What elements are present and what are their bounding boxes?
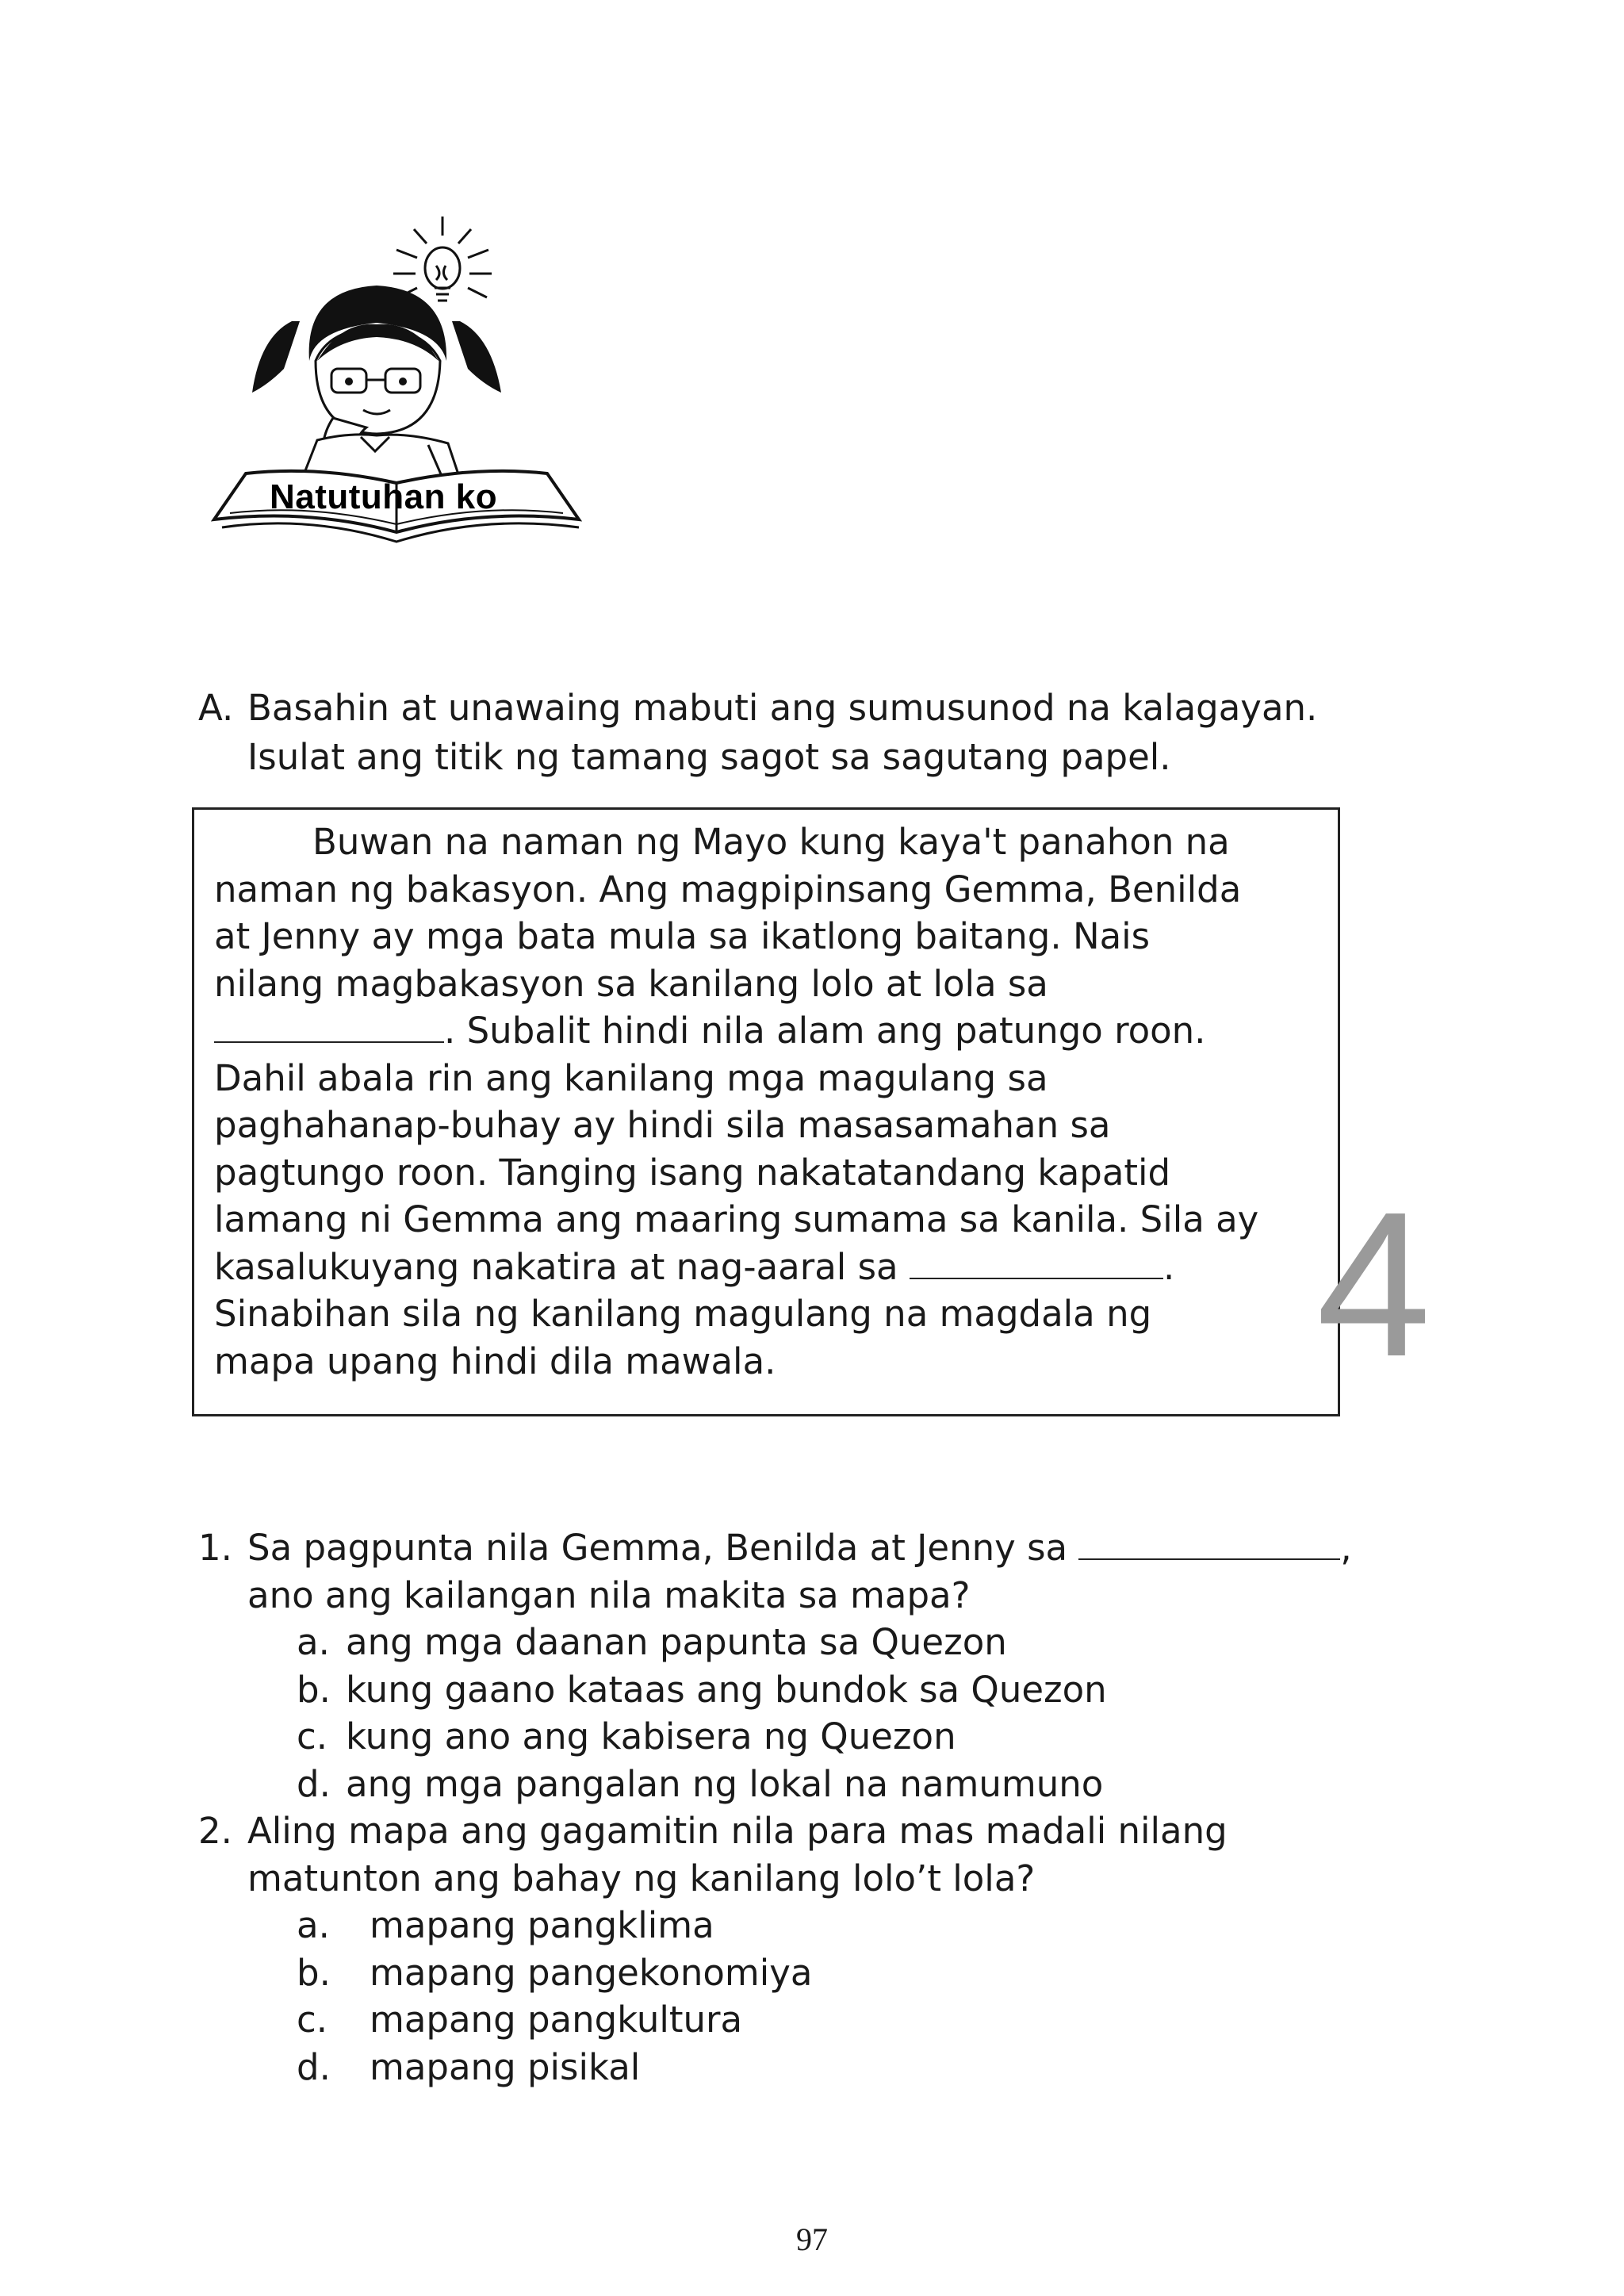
story-line [214, 1244, 1332, 1291]
option-text: mapang pangklima [370, 1904, 714, 1946]
option-letter: b. [297, 1668, 331, 1711]
option-item[interactable] [297, 1902, 1352, 1949]
question-text-line-2: ano ang kailangan nila makita sa mapa? [247, 1573, 971, 1616]
option-text: ang mga pangalan ng lokal na namumuno [346, 1762, 1104, 1805]
light-bulb-icon [393, 217, 492, 301]
story-line: lamang ni Gemma ang maaring sumama sa kanila. Sila ay [214, 1198, 1259, 1240]
option-letter: d. [297, 1762, 331, 1805]
question-text-part: , [1340, 1527, 1352, 1569]
story-line [214, 1007, 1332, 1055]
instruction-line-2: Isulat ang titik ng tamang sagot sa sagutang papel. [247, 736, 1171, 778]
option-text: mapang pangekonomiya [370, 1951, 813, 1994]
story-line: Buwan na naman ng Mayo kung kaya't panahon na [312, 821, 1230, 863]
story-line: pagtungo roon. Tanging isang nakatatandang kapatid [214, 1151, 1171, 1194]
question-text-part: Sa pagpunta nila Gemma, Benilda at Jenny sa [247, 1527, 1079, 1569]
story-line: naman ng bakasyon. Ang magpipinsang Gemma, Benilda [214, 868, 1242, 910]
story-line: nilang magbakasyon sa kanilang lolo at lola sa [214, 962, 1048, 1005]
questions [198, 1524, 1352, 2091]
story-line: Dahil abala rin ang kanilang mga magulang sa [214, 1056, 1048, 1099]
instruction [198, 684, 1317, 782]
question-text: Aling mapa ang gagamitin nila para mas madali nilang [247, 1810, 1228, 1852]
question-text-line-2: matunton ang bahay ng kanilang lolo’t lola? [247, 1857, 1036, 1899]
story-line-text: kasalukuyang nakatira at nag-aaral sa [214, 1245, 910, 1288]
fill-in-blank[interactable] [1078, 1525, 1340, 1560]
option-letter: d. [297, 2045, 331, 2088]
question-text [247, 1524, 1352, 1572]
option-letter: a. [297, 1904, 330, 1946]
option-item[interactable] [297, 1996, 1352, 2044]
question-number: 1. [198, 1527, 232, 1569]
option-text: kung ano ang kabisera ng Quezon [346, 1715, 956, 1757]
instruction-line-1: Basahin at unawaing mabuti ang sumusunod na kalagayan. [247, 687, 1318, 729]
page-number: 97 [796, 2221, 828, 2257]
question-number: 2. [198, 1810, 232, 1852]
story-line-text: . [1162, 1245, 1175, 1288]
story-line: Sinabihan sila ng kanilang magulang na magdala ng [214, 1293, 1152, 1335]
instruction-letter: A. [198, 687, 234, 729]
option-item[interactable] [297, 1666, 1352, 1714]
option-item[interactable] [297, 1619, 1352, 1666]
story-line: at Jenny ay mga bata mula sa ikatlong baitang. Nais [214, 915, 1151, 957]
option-item[interactable] [297, 2044, 1352, 2091]
option-item[interactable] [297, 1761, 1352, 1808]
question-1 [198, 1524, 1352, 1572]
side-number: 4 [1316, 1170, 1431, 1400]
story-line: paghahanap-buhay ay hindi sila masasamahan sa [214, 1104, 1111, 1146]
options-list [198, 1902, 1352, 2091]
question-2 [198, 1807, 1352, 1855]
option-text: ang mga daanan papunta sa Quezon [346, 1621, 1007, 1663]
option-item[interactable] [297, 1713, 1352, 1761]
section-label: Natutuhan ko [270, 477, 498, 516]
option-text: kung gaano kataas ang bundok sa Quezon [346, 1668, 1107, 1711]
option-item[interactable] [297, 1949, 1352, 1997]
fill-in-blank[interactable] [910, 1244, 1163, 1279]
story-line-text: . Subalit hindi nila alam ang patungo roon. [444, 1010, 1206, 1052]
option-letter: a. [297, 1621, 330, 1663]
option-letter: b. [297, 1951, 331, 1994]
story-line: mapa upang hindi dila mawala. [214, 1340, 776, 1382]
option-letter: c. [297, 1999, 328, 2041]
option-text: mapang pisikal [370, 2045, 641, 2088]
story-text [214, 818, 1332, 1385]
option-letter: c. [297, 1715, 328, 1757]
fill-in-blank[interactable] [214, 1008, 444, 1043]
option-text: mapang pangkultura [370, 1999, 743, 2041]
options-list [198, 1619, 1352, 1807]
